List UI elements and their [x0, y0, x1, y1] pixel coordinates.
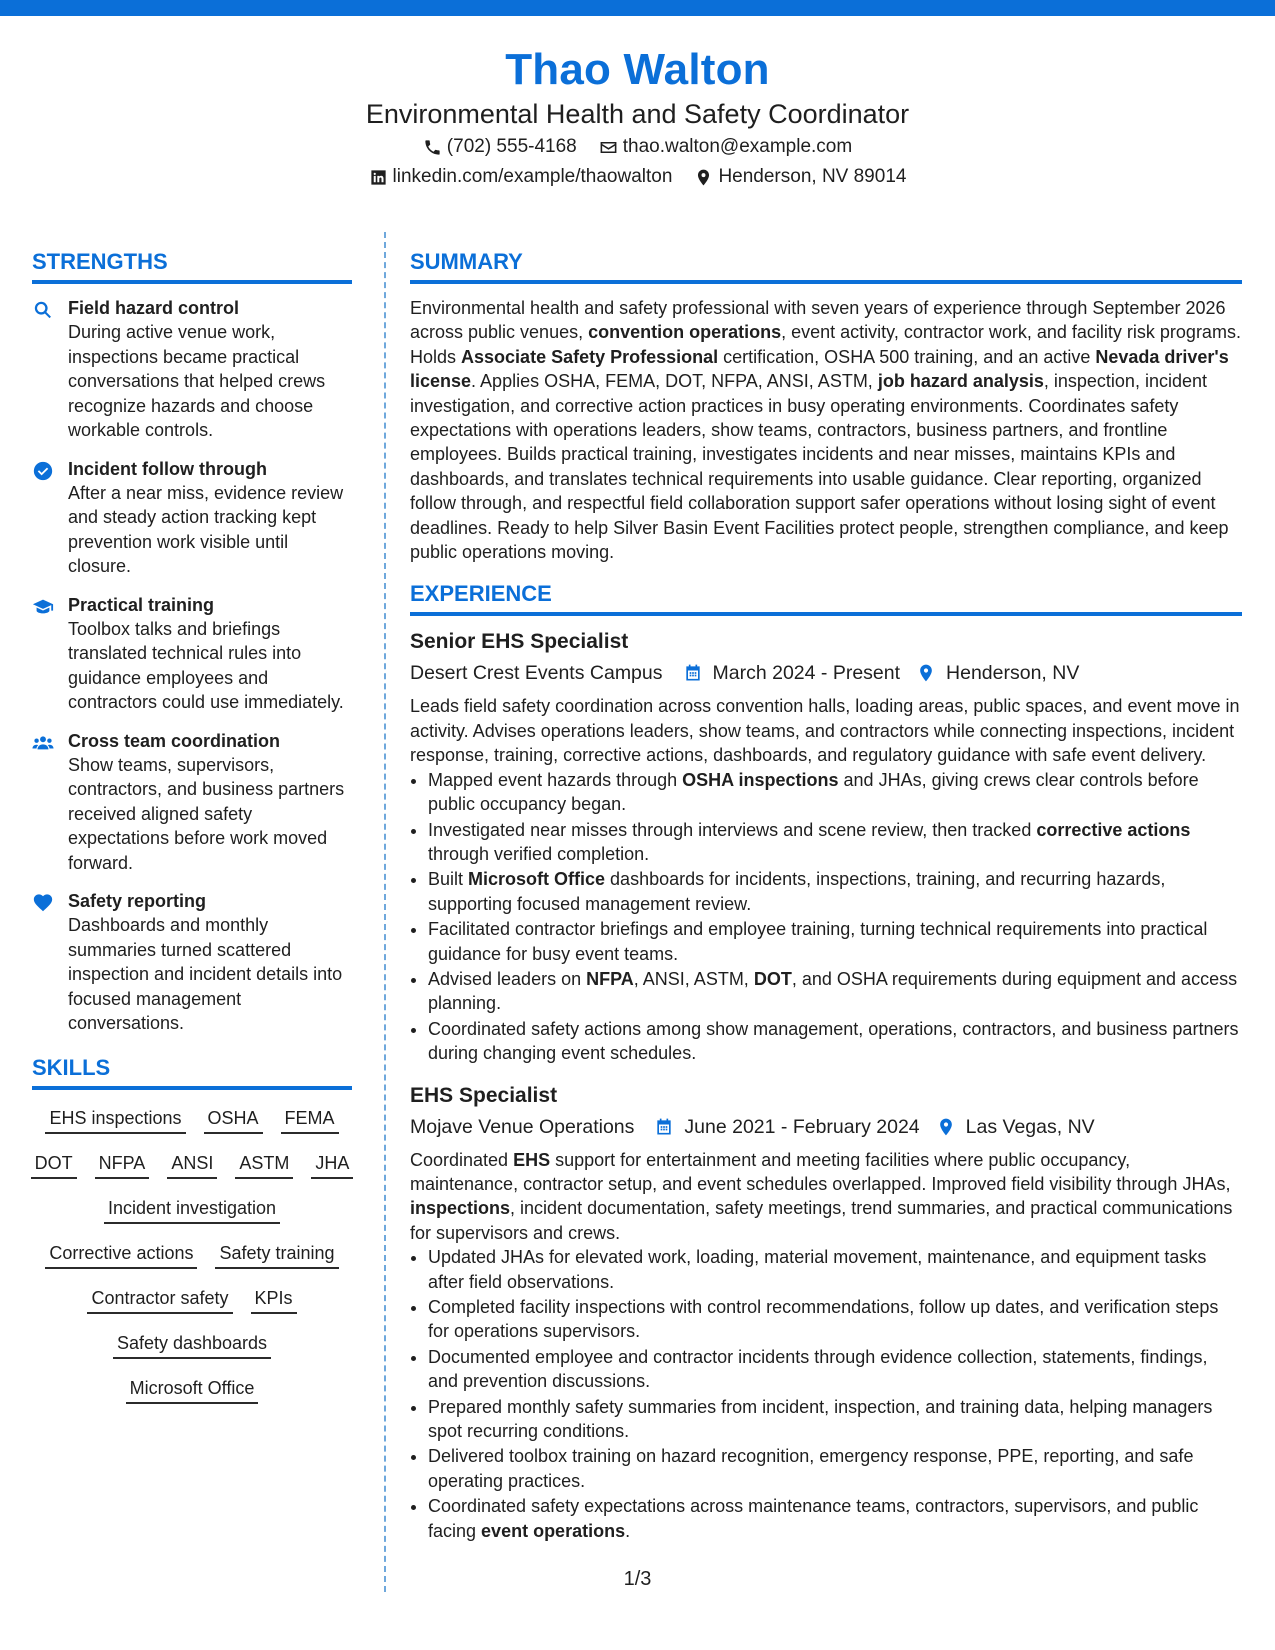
bullet-item	[428, 818, 1242, 867]
strength-title: Practical training	[68, 594, 215, 615]
phone-text: (702) 555-4168	[446, 136, 577, 157]
strength-description: During active venue work, inspections became practical conversations that helped crews recognize hazards and choose workable controls.	[68, 322, 326, 440]
map-pin-icon	[694, 168, 713, 187]
location-contact	[694, 162, 906, 192]
linkedin-icon	[369, 168, 388, 187]
right-column	[410, 248, 1242, 1559]
skill-tag: ANSI	[167, 1151, 217, 1179]
job-entry	[410, 1082, 1242, 1544]
jobs-list	[410, 628, 1242, 1543]
text-run: , inspection, incident investigation, and corrective action practices in busy operating environments. Coordinates safety expectations with operations leaders, show teams, contractors, business partners, and frontline employees. Builds practical training, investigates incidents and near misses, maintains KPIs and dashboards, and translates technical requirements into usable guidance. Clear reporting, organized follow through, and respectful field collaboration support safer operations without losing sight of event deadlines. Ready to help Silver Basin Event Facilities protect people, strengthen compliance, and keep public operations moving.	[410, 371, 1229, 563]
job-meta	[410, 1112, 1242, 1142]
envelope-icon	[599, 138, 618, 157]
job-company: Mojave Venue Operations	[410, 1115, 635, 1138]
job-description	[410, 694, 1242, 767]
bold-phrase: event operations	[481, 1520, 626, 1541]
skill-tag: FEMA	[281, 1106, 339, 1134]
text-run: Facilitated contractor briefings and employee training, turning technical requirements into practical guidance for busy event teams.	[428, 919, 1208, 964]
text-run: , and OSHA requirements during equipment and access planning.	[428, 968, 1238, 1014]
text-run: .	[625, 1520, 631, 1541]
bold-phrase: job hazard analysis	[877, 371, 1044, 392]
job-title: EHS Specialist	[410, 1083, 558, 1107]
strength-description: Toolbox talks and briefings translated technical rules into guidance employees and contractors could use immediately.	[68, 618, 344, 712]
candidate-title: Environmental Health and Safety Coordinator	[365, 99, 910, 129]
text-run: Environmental health and safety professional with seven years of experience through September 2026 across public venues,	[410, 298, 1226, 343]
bold-phrase: convention operations	[588, 322, 782, 343]
strength-body	[68, 457, 352, 579]
job-location: Henderson, NV	[946, 662, 1080, 685]
text-run: , ANSI, ASTM,	[633, 968, 754, 989]
strength-body	[68, 296, 352, 443]
text-run: support for entertainment and meeting facilities where public occupancy, maintenance, contractor setup, and event schedules overlapped. Improved field visibility through JHAs,	[410, 1149, 1231, 1194]
text-run: Prepared monthly safety summaries from incident, inspection, and training data, helping managers spot recurring conditions.	[428, 1396, 1213, 1442]
strength-item	[32, 457, 352, 579]
page-number: 1/3	[623, 1568, 652, 1590]
text-run: Coordinated safety actions among show management, operations, contractors, and business partners during changing event schedules.	[428, 1018, 1239, 1064]
skills-heading: SKILLS	[32, 1054, 352, 1090]
strength-description: Dashboards and monthly summaries turned scattered inspection and incident details into focused management conversations.	[68, 915, 343, 1033]
strength-item	[32, 593, 352, 715]
skill-row	[32, 1286, 352, 1314]
text-run: Leads field safety coordination across convention halls, loading areas, public spaces, and event move in activity. Advises operations leaders, show teams, and contractors while connecting inspections, incident response, training, corrective actions, dashboards, and regulatory guidance with safe event delivery.	[410, 696, 1240, 766]
bold-phrase: OSHA inspections	[682, 769, 839, 790]
job-dates: March 2024 - Present	[712, 662, 901, 685]
linkedin-contact[interactable]	[369, 162, 673, 192]
text-run: dashboards for incidents, inspections, training, and recurring hazards, supporting focused management review.	[428, 869, 1166, 914]
map-pin-icon	[936, 1117, 956, 1137]
bullet-item	[428, 1444, 1242, 1493]
skill-tag: Safety training	[215, 1241, 338, 1269]
strength-body	[68, 889, 352, 1036]
strength-title: Incident follow through	[68, 458, 267, 479]
bold-phrase: NFPA	[586, 968, 634, 989]
text-run: , incident documentation, safety meetings, trend summaries, and practical communications for supervisors and crews.	[410, 1198, 1233, 1243]
text-run: and JHAs, giving crews clear controls before public occupancy began.	[428, 769, 1199, 815]
skill-row	[32, 1376, 352, 1404]
job-description	[410, 1148, 1242, 1246]
left-column	[32, 248, 352, 1421]
email-contact[interactable]	[599, 132, 852, 162]
skill-tag: Microsoft Office	[126, 1376, 259, 1404]
text-run: Advised leaders on	[428, 968, 587, 989]
text-run: Mapped event hazards through	[428, 769, 683, 790]
calendar-icon	[683, 663, 703, 683]
strengths-list	[32, 296, 352, 1036]
strength-item	[32, 296, 352, 443]
skill-tag: ASTM	[235, 1151, 293, 1179]
text-run: Documented employee and contractor incidents through evidence collection, statements, findings, and prevention discussions.	[428, 1346, 1208, 1392]
contact-row-1	[0, 132, 1275, 162]
text-run: Built	[428, 869, 469, 890]
users-icon	[32, 729, 56, 876]
bullet-item	[428, 1345, 1242, 1394]
strength-item	[32, 889, 352, 1036]
text-run: through verified completion.	[428, 843, 650, 864]
skill-row	[32, 1151, 352, 1179]
experience-heading: EXPERIENCE	[410, 580, 1242, 616]
bold-phrase: Nevada driver's license	[410, 346, 1229, 392]
column-divider	[384, 232, 386, 1592]
bullet-item	[428, 917, 1242, 966]
skill-tag: EHS inspections	[45, 1106, 185, 1134]
text-run: Investigated near misses through interviews and scene review, then tracked	[428, 819, 1037, 840]
text-run: , event activity, contractor work, and facility risk programs. Holds	[410, 322, 1241, 367]
candidate-name: Thao Walton	[505, 45, 770, 94]
skill-tag: NFPA	[95, 1151, 150, 1179]
bullet-item	[428, 1245, 1242, 1294]
strength-body	[68, 729, 352, 876]
job-location: Las Vegas, NV	[965, 1115, 1095, 1138]
skills-list	[32, 1102, 352, 1404]
skill-tag: OSHA	[204, 1106, 263, 1134]
bullet-item	[428, 1494, 1242, 1543]
job-bullets	[410, 768, 1242, 1066]
text-run: Updated JHAs for elevated work, loading, material movement, maintenance, and equipment tasks after field observations.	[428, 1247, 1207, 1292]
skill-row	[32, 1196, 352, 1224]
strength-title: Safety reporting	[68, 891, 207, 911]
search-icon	[32, 296, 56, 443]
skill-row	[32, 1106, 352, 1134]
resume-header	[0, 44, 1275, 192]
strength-description: Show teams, supervisors, contractors, and business partners received aligned safety expectations before work moved forward.	[68, 754, 345, 873]
strength-item	[32, 729, 352, 876]
bold-phrase: inspections	[410, 1198, 511, 1219]
bullet-item	[428, 1295, 1242, 1344]
job-bullets	[410, 1245, 1242, 1543]
bullet-item	[428, 768, 1242, 817]
bold-phrase: DOT	[753, 968, 792, 989]
bold-phrase: Microsoft Office	[468, 869, 606, 890]
bold-phrase: Associate Safety Professional	[461, 346, 719, 367]
skill-row	[32, 1241, 352, 1269]
strength-title: Field hazard control	[68, 298, 240, 318]
strength-title: Cross team coordination	[68, 730, 281, 751]
bold-phrase: EHS	[513, 1149, 551, 1170]
strengths-heading: STRENGTHS	[32, 248, 352, 284]
text-run: Coordinated safety expectations across maintenance teams, contractors, supervisors, and public facing	[428, 1496, 1199, 1541]
email-text[interactable]: thao.walton@example.com	[622, 136, 853, 157]
skill-tag: Incident investigation	[104, 1196, 280, 1224]
bullet-item	[428, 1395, 1242, 1444]
graduation-cap-icon	[32, 593, 56, 715]
bold-phrase: corrective actions	[1036, 819, 1191, 840]
text-run: Completed facility inspections with control recommendations, follow up dates, and verification steps for operations supervisors.	[428, 1297, 1219, 1342]
strength-body	[68, 593, 352, 715]
skill-tag: Safety dashboards	[113, 1331, 271, 1359]
skill-tag: KPIs	[251, 1286, 297, 1314]
check-circle-icon	[32, 457, 56, 579]
skill-tag: DOT	[31, 1151, 77, 1179]
text-run: certification, OSHA 500 training, and an active	[718, 346, 1096, 367]
linkedin-text[interactable]: linkedin.com/example/thaowalton	[392, 166, 673, 187]
phone-icon	[423, 138, 442, 157]
top-accent-bar	[0, 0, 1275, 16]
job-title: Senior EHS Specialist	[410, 630, 629, 654]
bullet-item	[428, 1017, 1242, 1066]
calendar-icon	[654, 1117, 674, 1137]
summary-heading: SUMMARY	[410, 248, 1242, 284]
skill-tag: Corrective actions	[45, 1241, 197, 1269]
text-run: Delivered toolbox training on hazard recognition, emergency response, PPE, reporting, and safe operating practices.	[428, 1446, 1194, 1491]
bullet-item	[428, 867, 1242, 916]
skill-row	[32, 1331, 352, 1359]
contact-row-2	[0, 162, 1275, 192]
skill-tag: Contractor safety	[87, 1286, 232, 1314]
text-run: Coordinated	[410, 1149, 514, 1170]
job-meta	[410, 658, 1242, 688]
location-text: Henderson, NV 89014	[718, 166, 907, 187]
text-run: . Applies OSHA, FEMA, DOT, NFPA, ANSI, ASTM,	[471, 371, 878, 392]
heart-icon	[32, 889, 56, 1036]
strength-description: After a near miss, evidence review and steady action tracking kept prevention work visible until closure.	[68, 482, 344, 576]
job-company: Desert Crest Events Campus	[410, 662, 663, 685]
skill-tag: JHA	[311, 1151, 353, 1179]
phone-contact	[423, 132, 577, 162]
job-entry	[410, 628, 1242, 1065]
job-dates: June 2021 - February 2024	[684, 1115, 920, 1138]
map-pin-icon	[916, 663, 936, 683]
summary-text	[410, 296, 1242, 564]
bullet-item	[428, 967, 1242, 1016]
